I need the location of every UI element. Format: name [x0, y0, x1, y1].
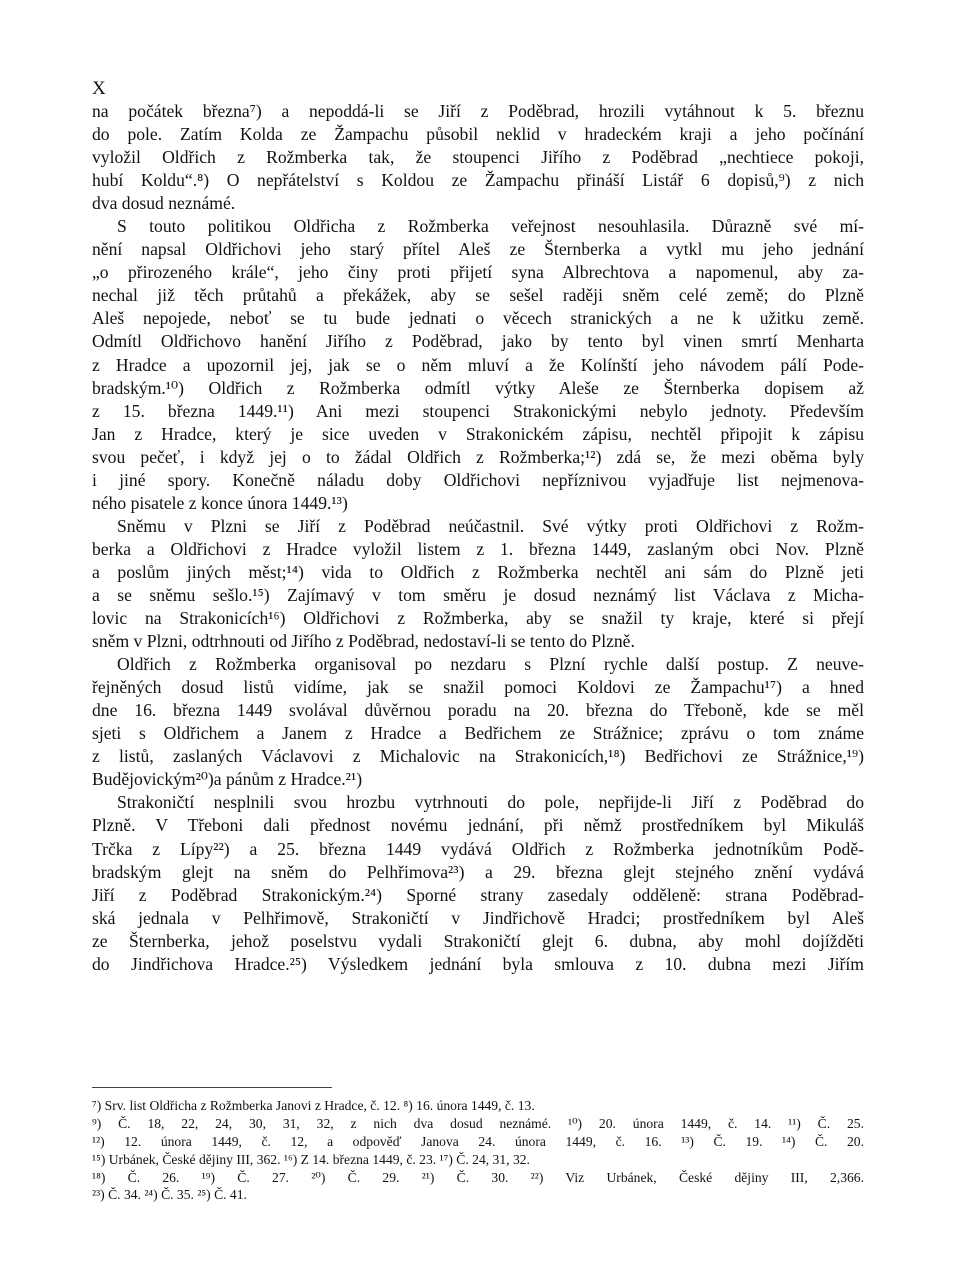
text-line: Budějovickým²⁰)a pánům z Hradce.²¹) [92, 769, 363, 790]
text-line: na počátek březnа⁷) a nepoddá-li se Jiří z Poděbrad, hrozili vytáhnout k 5. březnu [92, 101, 864, 121]
text-line: Jan z Hradce, který je sice uveden v Strakonickém zápisu, nechtěl připojit k zápisu [92, 423, 864, 444]
text-line: ská jednala v Pelhřimově, Strakoničtí v Jindřichově Hradci; prostředníkem byl Aleš [92, 907, 864, 928]
text-line: vyložil Oldřich z Rožmberka tak, že stoupenci Jiřího z Poděbrad „nechtiece pokoji, [92, 147, 864, 168]
footnote-line: ²³) Č. 34. ²⁴) Č. 35. ²⁵) Č. 41. [92, 1187, 247, 1203]
text-line: lovic na Strakonicích¹⁶) Oldřichovi z Rožmberka, aby se snažil ty kraje, které si přejí [92, 608, 864, 629]
text-line: i jiné spory. Konečně náladu doby Oldřichovi nepříznivou vyjadřuje list nejmenova- [92, 469, 864, 490]
text-line: dva dosud neznámé. [92, 193, 236, 214]
text-line: řejněných dosud listů vidíme, jak se snažil pomoci Koldovi ze Žampachu¹⁷) a hned [92, 677, 864, 698]
text-line: ze Šternberka, jehož poselstvu vydali Strakoničtí glejt 6. dubna, aby mohl dojížděti [92, 930, 864, 951]
text-line: do Jindřichova Hradce.²⁵) Výsledkem jednání byla smlouva z 10. dubna mezi Jiřím [92, 953, 864, 974]
body-text [92, 100, 864, 976]
text-line: Trčka z Lípy²²) a 25. března 1449 vydává Oldřich z Rožmberka jednotníkům Podě- [92, 838, 864, 859]
text-line: a poslům jiných měst;¹⁴) vida to Oldřich z Rožmberka nechtěl ani sám do Plzně jeti [92, 561, 864, 582]
footnote-divider [92, 1087, 332, 1088]
footnote-line: ¹²) 12. února 1449, č. 12, a odpověď Janova 24. února 1449, č. 16. ¹³) Č. 19. ¹⁴) Č. 20. [92, 1133, 864, 1149]
text-line: sjeti s Oldřichem a Janem z Hradce a Bedřichem ze Strážnice; zprávu o tom známe [92, 723, 864, 744]
text-line: nechal již těch průtahů a překážek, aby se sešel raději sněm celé země; do Plzně [92, 285, 864, 306]
footnote-line: ⁷) Srv. list Oldřicha z Rožmberka Janovi z Hradce, č. 12. ⁸) 16. února 1449, č. 13. [92, 1098, 535, 1113]
text-line: z 15. března 1449.¹¹) Ani mezi stoupenci Strakonickými nebylo jednoty. Především [92, 400, 864, 421]
text-line: Strakoničtí nesplnili svou hrozbu vytrhnouti do pole, nepřijde-li Jiří z Poděbrad do [117, 792, 864, 813]
footnote-line: ¹⁸) Č. 26. ¹⁹) Č. 27. ²⁰) Č. 29. ²¹) Č. 30. ²²) Viz Urbánek, České dějiny III, 2,366. [92, 1169, 864, 1185]
footnote-line: ¹⁵) Urbánek, České dějiny III, 362. ¹⁶) Z 14. března 1449, č. 23. ¹⁷) Č. 24, 31, 32. [92, 1151, 530, 1167]
footnotes [92, 1097, 864, 1204]
text-line: a se sněmu sešlo.¹⁵) Zajímavý v tom směru je dosud neznámý list Václava z Micha- [92, 584, 864, 605]
text-line: Odmítl Oldřichovo hanění Jiřího z Poděbrad, jako by tento byl vinen smrtí Menharta [92, 331, 864, 352]
text-line: z listů, zaslaných Václavovi z Michalovic na Strakonicích,¹⁸) Bedřichovi ze Strážnice,¹⁹) [92, 746, 864, 767]
text-line: Jiří z Poděbrad Strakonickým.²⁴) Sporné strany zasedaly odděleně: strana Poděbrad- [92, 884, 864, 905]
text-line: dne 16. března 1449 svolával důvěrnou poradu na 20. března do Třeboně, kde se měl [92, 700, 864, 721]
footnote-line: ⁹) Č. 18, 22, 24, 30, 31, 32, z nich dva dosud neznámé. ¹⁰) 20. února 1449, č. 14. ¹¹) Č. 25. [92, 1115, 864, 1131]
text-line: bradským.¹⁰) Oldřich z Rožmberka odmítl výtky Aleše ze Šternberka dopisem až [92, 377, 864, 398]
text-line: ného pisatele z konce února 1449.¹³) [92, 492, 348, 513]
text-line: nění napsal Oldřichovi jeho starý přítel Aleš ze Šternberka a vytkl mu jeho jednání [92, 239, 864, 260]
text-line: berka a Oldřichovi z Hradce vyložil listem z 1. března 1449, zaslaným obci Nov. Plzně [92, 538, 864, 559]
text-line: z Hradce a upozornil jej, jak se o něm mluví a že Kolínští jeho návodem pálí Pode- [92, 354, 864, 375]
text-line: „o přirozeného krále“, jeho činy proti přijetí syna Albrechtova a napomenul, aby za- [92, 262, 864, 283]
text-line: svou pečeť, i když jej o to žádal Oldřich z Rožmberka;¹²) zdá se, že mezi oběma byly [92, 446, 864, 467]
text-line: Aleš nepojede, neboť se tu bude jednati o věcech stranických a ne k užitku země. [92, 308, 864, 329]
text-line: bradským glejt na sněm do Pelhřimova²³) a 29. března glejt stejného znění vydává [92, 861, 864, 882]
text-line: Plzně. V Třeboni dali přednost novému jednání, při němž prostředníkem byl Mikuláš [92, 815, 864, 836]
text-line: Sněmu v Plzni se Jiří z Poděbrad neúčastnil. Své výtky proti Oldřichovi z Rožm- [117, 515, 864, 536]
text-line: Oldřich z Rožmberka organisoval po nezdaru s Plzní rychle další postup. Z neuve- [117, 654, 864, 675]
text-line: hubí Koldu“.⁸) O nepřátelství s Koldou ze Žampachu přináší Listář 6 dopisů,⁹) z nich [92, 170, 864, 191]
text-line: sněm v Plzni, odtrhnouti od Jiřího z Poděbrad, nedostaví-li se tento do Plzně. [92, 631, 635, 652]
page-number: X [92, 78, 107, 99]
text-line: do pole. Zatím Kolda ze Žampachu působil neklid v hradeckém kraji a jeho počínání [92, 124, 864, 145]
text-line: S touto politikou Oldřicha z Rožmberka veřejnost nesouhlasila. Důrazně své mí- [117, 216, 864, 237]
